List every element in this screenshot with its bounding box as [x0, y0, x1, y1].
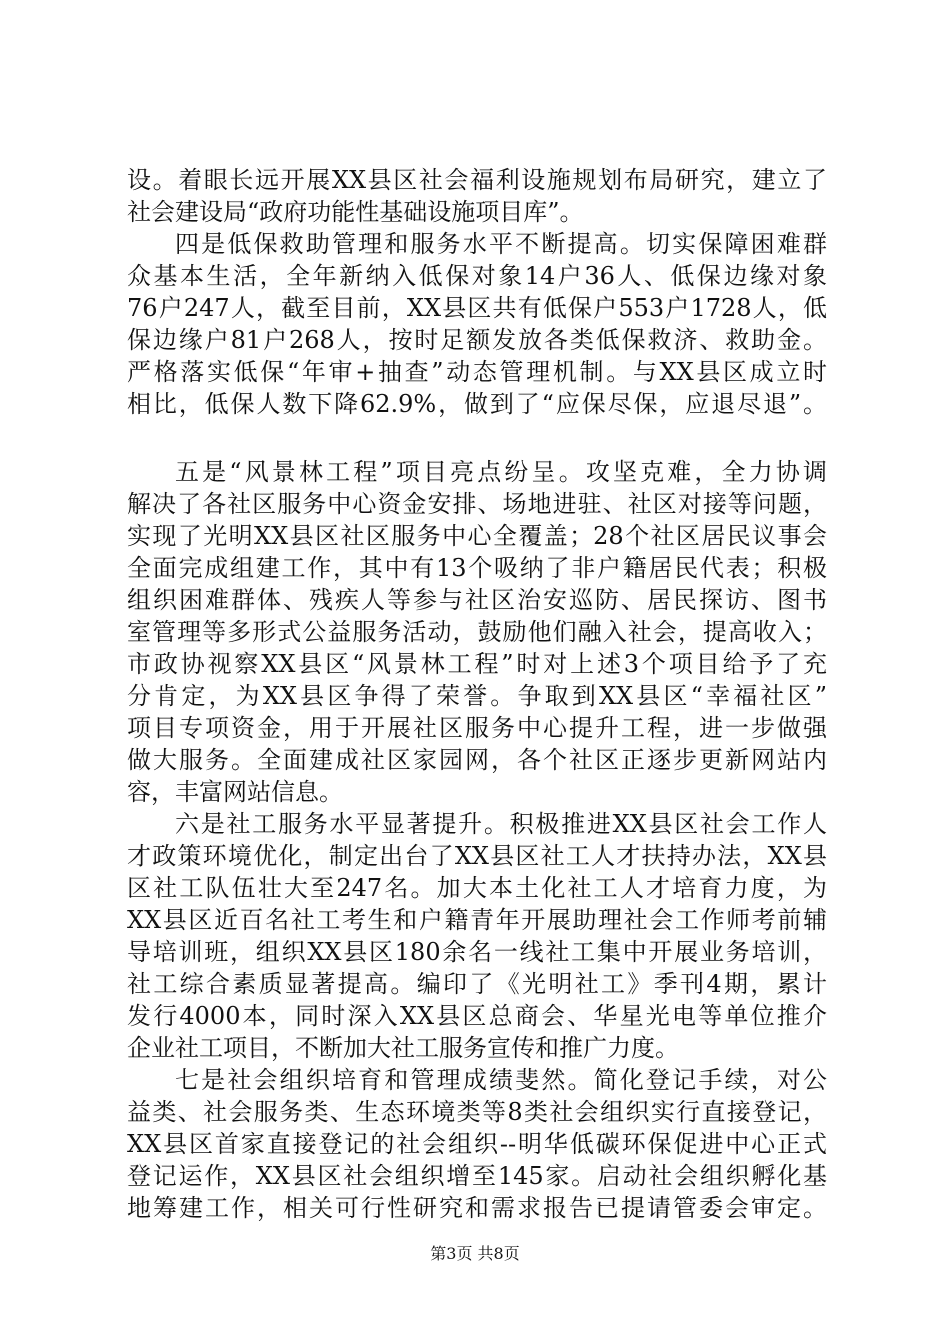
text-line: 全面完成组建工作，其中有13个吸纳了非户籍居民代表；积极 — [127, 554, 827, 582]
text-line: 分肯定，为XX县区争得了荣誉。争取到XX县区“幸福社区” — [127, 682, 827, 710]
text-line: 登记运作，XX县区社会组织增至145家。启动社会组织孵化基 — [127, 1162, 827, 1190]
text-line: 众基本生活，全年新纳入低保对象14户36人、低保边缘对象 — [127, 262, 827, 290]
text-line: 项目专项资金，用于开展社区服务中心提升工程，进一步做强 — [127, 714, 827, 742]
text-line: 保边缘户81户268人，按时足额发放各类低保救济、救助金。 — [127, 326, 827, 354]
text-line: 发行4000本，同时深入XX县区总商会、华星光电等单位推介 — [127, 1002, 827, 1030]
text-line: 六是社工服务水平显著提升。积极推进XX县区社会工作人 — [175, 810, 827, 838]
text-line: 室管理等多形式公益服务活动，鼓励他们融入社会，提高收入； — [127, 618, 827, 646]
text-line: 地筹建工作，相关可行性研究和需求报告已提请管委会审定。 — [127, 1194, 827, 1222]
text-line: 社工综合素质显著提高。编印了《光明社工》季刊4期，累计 — [127, 970, 827, 998]
text-line: 益类、社会服务类、生态环境类等8类社会组织实行直接登记， — [127, 1098, 827, 1126]
paragraph-item-6 — [127, 808, 827, 1064]
text-line: 区社工队伍壮大至247名。加大本土化社工人才培育力度，为 — [127, 874, 827, 902]
text-line: 组织困难群体、残疾人等参与社区治安巡防、居民探访、图书 — [127, 586, 827, 614]
page-number-footer: 第3页 共8页 — [430, 1244, 520, 1263]
text-line: 市政协视察XX县区“风景林工程”时对上述3个项目给予了充 — [127, 650, 827, 678]
text-line: 严格落实低保“年审+抽查”动态管理机制。与XX县区成立时 — [127, 358, 827, 386]
paragraph-item-7 — [127, 1064, 827, 1224]
paragraph-gap — [127, 420, 827, 456]
text-line: 四是低保救助管理和服务水平不断提高。切实保障困难群 — [175, 230, 827, 258]
paragraph-item-5 — [127, 456, 827, 808]
text-line: 76户247人，截至目前，XX县区共有低保户553户1728人，低 — [127, 294, 827, 322]
text-line: 企业社工项目，不断加大社工服务宣传和推广力度。 — [127, 1034, 679, 1062]
text-line: 实现了光明XX县区社区服务中心全覆盖；28个社区居民议事会 — [127, 522, 827, 550]
text-line: 五是“风景林工程”项目亮点纷呈。攻坚克难，全力协调 — [175, 458, 827, 486]
text-line: 设。着眼长远开展XX县区社会福利设施规划布局研究，建立了 — [127, 166, 827, 194]
text-line: 才政策环境优化，制定出台了XX县区社工人才扶持办法，XX县 — [127, 842, 827, 870]
text-line: XX县区首家直接登记的社会组织--明华低碳环保促进中心正式 — [127, 1130, 827, 1158]
text-line: 七是社会组织培育和管理成绩斐然。简化登记手续，对公 — [175, 1066, 827, 1094]
text-line: 做大服务。全面建成社区家园网，各个社区正逐步更新网站内 — [127, 746, 827, 774]
paragraph-continued — [127, 164, 827, 228]
document-body — [127, 164, 827, 1224]
text-line: 相比，低保人数下降62.9%，做到了“应保尽保，应退尽退”。 — [127, 390, 827, 418]
paragraph-item-4 — [127, 228, 827, 420]
text-line: 解决了各社区服务中心资金安排、场地进驻、社区对接等问题， — [127, 490, 827, 518]
text-line: 社会建设局“政府功能性基础设施项目库”。 — [127, 198, 584, 226]
text-line: XX县区近百名社工考生和户籍青年开展助理社会工作师考前辅 — [127, 906, 827, 934]
text-line: 导培训班，组织XX县区180余名一线社工集中开展业务培训， — [127, 938, 827, 966]
text-line: 容，丰富网站信息。 — [127, 778, 343, 806]
